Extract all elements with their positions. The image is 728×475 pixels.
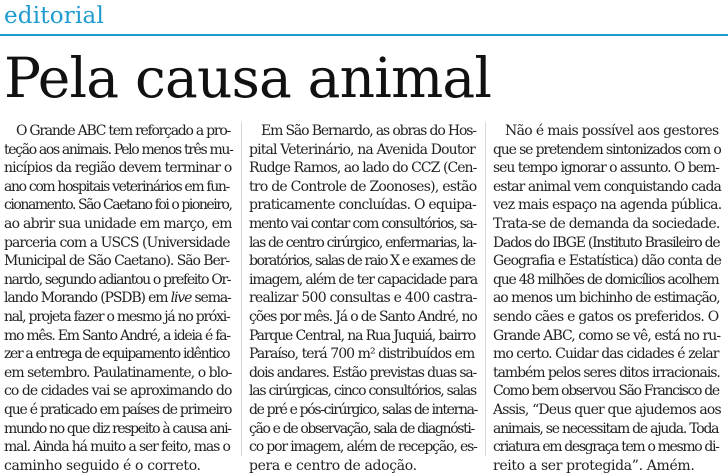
column-divider <box>485 122 486 456</box>
paragraph <box>4 122 232 475</box>
text-line: ao abrir sua unidade em março, em <box>4 215 232 232</box>
text-line: de pré e pós-cirúrgico, salas de interna- <box>249 401 477 418</box>
text-line: realizar 500 consultas e 400 castra- <box>249 290 477 307</box>
text-line: estar animal vem conquistando cada <box>493 178 721 195</box>
text-line: zer a entrega de equipamento idêntico <box>4 346 230 363</box>
text-line: Como bem observou São Francisco de <box>493 383 719 400</box>
article-column-1 <box>4 122 232 475</box>
text-line: em setembro. Paulatinamente, o blo- <box>4 364 232 381</box>
text-line: O Grande ABC tem reforçado a pro- <box>16 123 230 139</box>
text-line: dois andares. Estão previstas duas sa- <box>249 364 477 381</box>
text-line: ções por mês. Já o de Santo André, no <box>249 308 477 325</box>
text-line: lando Morando (PSDB) em live sema- <box>4 290 231 307</box>
text-line: Rudge Ramos, ao lado do CCZ (Cen- <box>249 160 477 177</box>
text-line: cionamento. São Caetano foi o pioneiro, <box>4 197 232 214</box>
paragraph <box>493 122 721 475</box>
text-line: ao menos um bichinho de estimação, <box>493 290 720 307</box>
text-line: que 48 milhões de domicílios acolhem <box>493 271 719 288</box>
text-line: Dados do IBGE (Instituto Brasileiro de <box>493 234 720 251</box>
section-label: editorial <box>4 3 104 29</box>
text-line: caminho seguido é o correto. <box>4 457 201 474</box>
text-line: que se pretendem sintonizados com o <box>493 141 721 158</box>
text-line: parceria com a USCS (Universidade <box>4 234 230 251</box>
text-line: mento vai contar com consultórios, sa- <box>249 215 477 232</box>
text-line: mo mês. Em Santo André, a ideia é fa- <box>4 327 230 344</box>
text-line: seu tempo ignorar o assunto. O bem- <box>493 160 719 177</box>
text-line: Municipal de São Caetano). São Ber- <box>4 253 230 270</box>
text-line: boratórios, salas de raio X e exames de <box>249 253 475 270</box>
text-line: Parque Central, na Rua Juquiá, bairro <box>249 327 476 344</box>
text-line: imagem, além de ter capacidade para <box>249 271 478 288</box>
text-line: que é praticado em países de primeiro <box>4 401 232 418</box>
text-line: Assis, “Deus quer que ajudemos aos <box>493 401 721 418</box>
text-line: las de centro cirúrgico, enfermarias, la- <box>249 234 476 251</box>
text-line: co por imagem, além de recepção, es- <box>249 439 477 456</box>
text-line: sendo cães e gatos os preferidos. O <box>493 308 719 325</box>
text-line: co de cidades vai se aproximando do <box>4 383 232 400</box>
text-line: nal, projeta fazer o mesmo já no próxi- <box>4 308 230 325</box>
text-line: ano com hospitais veterinários em fun- <box>4 178 229 195</box>
section-rule <box>0 34 728 36</box>
text-line: pital Veterinário, na Avenida Doutor <box>249 141 476 158</box>
text-line: teção aos animais. Pelo menos três mu- <box>4 141 233 158</box>
text-line: praticamente concluídas. O equipa- <box>249 197 476 214</box>
text-line: Grande ABC, como se vê, está no ru- <box>493 327 721 344</box>
article-column-2 <box>249 122 477 475</box>
text-line: Em São Bernardo, as obras do Hos- <box>261 123 476 139</box>
text-line: mundo no que diz respeito à causa ani- <box>4 420 231 437</box>
headline: Pela causa animal <box>4 46 492 110</box>
text-line: mo certo. Cuidar das cidades é zelar <box>493 346 719 363</box>
text-line: Geografia e Estatística) dão conta de <box>493 253 721 270</box>
text-line: mal. Ainda há muito a ser feito, mas o <box>4 439 230 456</box>
text-line: tro de Controle de Zoonoses), estão <box>249 178 477 195</box>
text-line: las cirúrgicas, cinco consultórios, salas <box>249 383 476 400</box>
text-line: reito a ser protegida”. Amém. <box>493 457 695 474</box>
text-line: também pelos seres ditos irracionais. <box>493 364 720 381</box>
text-line: animais, se necessitam de ajuda. Toda <box>493 420 719 437</box>
text-line: Trata-se de demanda da sociedade. <box>493 215 720 232</box>
article-column-3 <box>493 122 721 475</box>
text-line: vez mais espaço na agenda pública. <box>493 197 722 214</box>
text-line: nardo, segundo adiantou o prefeito Or- <box>4 271 231 288</box>
column-divider <box>241 122 242 456</box>
text-line: nicípios da região devem terminar o <box>4 160 232 177</box>
text-line: Não é mais possível aos gestores <box>505 123 719 139</box>
text-line: Paraíso, terá 700 m² distribuídos em <box>249 346 475 363</box>
text-line: ção e de observação, sala de diagnósti- <box>249 420 474 437</box>
paragraph <box>249 122 477 475</box>
text-line: criatura em desgraça tem o mesmo di- <box>493 439 719 456</box>
text-line: pera e centro de adoção. <box>249 457 417 474</box>
